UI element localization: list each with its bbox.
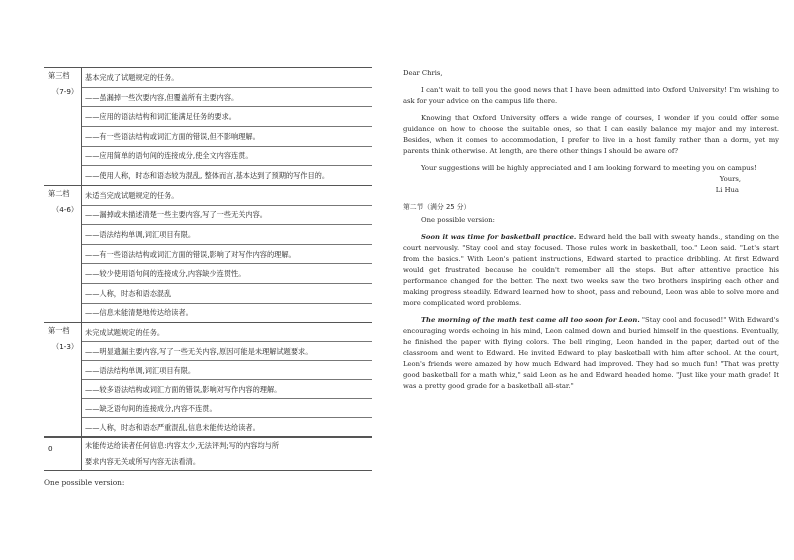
grade-cell (44, 186, 82, 322)
grade-name: 0 (48, 443, 53, 453)
grade-description (82, 323, 372, 436)
grade-cell (44, 323, 82, 436)
grade-range: （1-3） (52, 342, 79, 352)
criterion-line: 未能传达给读者任何信息:内容太少,无法评判;写的内容均与所 (85, 441, 280, 451)
criterion-line: ——漏掉或未描述清楚一些主要内容,写了一些无关内容。 (82, 206, 372, 226)
rubric-band-1 (44, 322, 372, 437)
section-heading: 第二节（满分 25 分） (403, 203, 471, 211)
rubric-band-3 (44, 67, 372, 186)
section-subheading: One possible version: (421, 216, 495, 224)
criterion-line: ——应用的语法结构和词汇能满足任务的要求。 (82, 107, 372, 127)
grade-name: 第二档 (48, 188, 70, 198)
criterion-line: ——人称，时态和语态严重混乱,信息未能传达给读者。 (85, 422, 260, 432)
criterion-line: ——语法结构单调,词汇项目有限。 (82, 361, 372, 380)
grade-cell (44, 438, 82, 470)
left-column-footer: One possible version: (44, 478, 125, 487)
paragraph-body: "Stay cool and focused!" With Edward's encouraging words echoing in his mind, Leon calmed down and buried himself in the questions. Eventually, he finished the paper with flying colors. The bell ringing, Leon handed in the paper, darted out of the classroom and went to Edward. He invited Edward to play basketball with him after school. At the court, Leon's friends were amazed by how much Edward had improved. They had so much fun! "That was pretty good basketball for a math whiz," said Leon as he and Edward headed home. "Just like your math grade! It was a pretty good grade for a basketball all-star." (403, 316, 779, 390)
letter-signature: Li Hua (715, 186, 739, 194)
paragraph-lead-sentence: The morning of the math test came all too soon for Leon. (421, 316, 640, 324)
rubric-band-0 (44, 437, 372, 471)
scoring-rubric-table (44, 68, 372, 471)
criterion-line: 未完成试题规定的任务。 (82, 323, 372, 342)
criterion-line: 未适当完成试题规定的任务。 (82, 186, 372, 206)
letter-salutation: Dear Chris, (403, 69, 443, 77)
criterion-line: ——较多语法结构或词汇方面的错误,影响对写作内容的理解。 (82, 380, 372, 399)
grade-range: （4-6） (52, 204, 79, 214)
rubric-band-2 (44, 185, 372, 323)
grade-name: 第一档 (48, 326, 70, 336)
continuation-paragraph (403, 232, 779, 309)
criterion-line: 基本完成了试题规定的任务。 (82, 68, 372, 88)
continuation-paragraph (403, 315, 779, 392)
criterion-line: ——较少使用语句间的连接成分,内容缺少连贯性。 (82, 264, 372, 284)
criterion-line: ——人称，时态和语态混乱 (82, 284, 372, 304)
grade-name: 第三档 (48, 71, 70, 81)
paragraph-body: Edward held the ball with sweaty hands., standing on the court nervously. "Stay cool and stay focused. Those rules work in basketball, too." Leon said. "Let's start from the basics." With Leon's patient instructions, Edward started to practice dribbling. At first Edward would get frustrated because he couldn't remember all the steps. But after attentive practice his performance changed for the better. The next two weeks saw the two brothers inspiring each other and making progress steadily. Edward learned how to shoot, pass and rebound, Leon was able to solve more and more complicated word problems. (403, 233, 779, 307)
letter-paragraph: Knowing that Oxford University offers a wide range of courses, I wonder if you could offer some guidance on how to choose the suitable ones, so that I can easily balance my major and my interest. Besides, when it comes to accommodation, I prefer to live in a host family rather than a dorm, yet my parents think otherwise. At length, are there other things I should be aware of? (403, 114, 779, 155)
grade-description (82, 186, 372, 322)
letter-paragraph: I can't wait to tell you the good news that I have been admitted into Oxford University! I'm wishing to ask for your advice on the campus life there. (403, 86, 779, 105)
criterion-line: ——虽漏掉一些次要内容,但覆盖所有主要内容。 (82, 88, 372, 108)
criterion-line: ——缺乏语句间的连接成分,内容不连贯。 (82, 399, 372, 418)
paragraph-lead-sentence: Soon it was time for basketball practice. (421, 233, 577, 241)
criterion-line: ——信息未能清楚地传达给读者。 (85, 308, 193, 318)
criterion-line: ——使用人称，时态和语态较为混乱, 整体而言,基本达到了预期的写作目的。 (85, 170, 330, 180)
grade-description (82, 68, 372, 185)
criterion-line: 要求内容无关或所写内容无法看清。 (85, 457, 201, 467)
criterion-line: ——应用简单的语句间的连接成分,使全文内容连贯。 (82, 147, 372, 167)
letter-paragraph: Your suggestions will be highly appreciated and I am looking forward to meeting you on campus! (421, 164, 757, 172)
criterion-line: ——语法结构单调,词汇项目有限。 (82, 225, 372, 245)
grade-range: （7-9） (52, 87, 79, 97)
letter-closing: Yours, (719, 175, 741, 183)
criterion-line: ——有一些语法结构或词汇方面的错误,影响了对写作内容的理解。 (82, 245, 372, 265)
criterion-line: ——有一些语法结构或词汇方面的错误,但不影响理解。 (82, 127, 372, 147)
criterion-line: ——明显遗漏主要内容,写了一些无关内容,原因可能是未理解试题要求。 (82, 342, 372, 361)
grade-description (82, 438, 372, 470)
model-answers (403, 68, 779, 392)
grade-cell (44, 68, 82, 185)
